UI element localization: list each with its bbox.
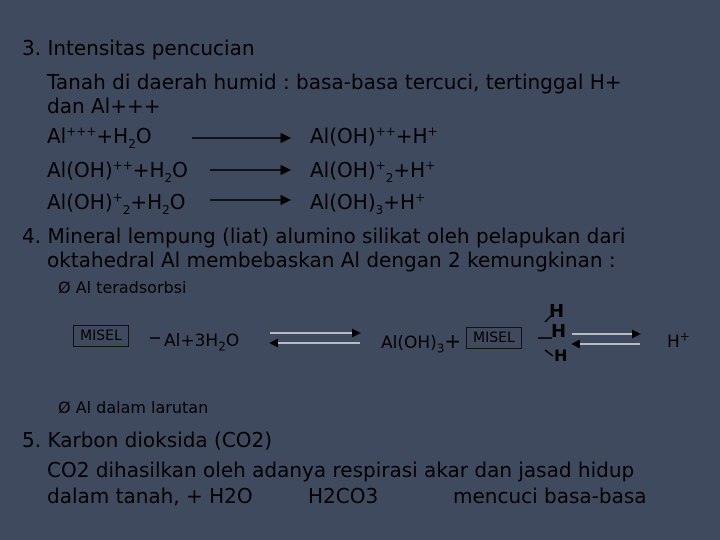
sub-bullet-1-label: Al teradsorbsi — [75, 278, 187, 297]
item-5-line-2c: mencuci basa-basa — [453, 484, 647, 508]
h-top-bond — [545, 316, 551, 322]
reaction-1-right: Al(OH)+++H+ — [310, 124, 438, 148]
misel-box-right: MISEL — [466, 327, 522, 349]
h-bottom: H — [554, 346, 568, 365]
item-3-title: Intensitas pencucian — [47, 36, 255, 60]
item-4-text: Mineral lempung (liat) alumino silikat oleh pelapukan dari — [47, 224, 626, 248]
item-5-line-1: CO2 dihasilkan oleh adanya respirasi akar dan jasad hidup — [47, 458, 635, 482]
sub-bullet-2-label: Al dalam larutan — [75, 398, 209, 417]
item-5-title: Karbon dioksida (CO2) — [47, 428, 273, 452]
reaction-3-left: $Al(OH)^+_2+H_2O$ — [47, 190, 186, 217]
item-5-line-2b: H2CO3 — [308, 484, 379, 508]
item-3-line-2: dan Al+++ — [47, 94, 161, 118]
misel-box-left: MISEL — [73, 325, 129, 347]
arrow-bullet-icon: Ø — [58, 278, 71, 297]
item-3-line-1: Tanah di daerah humid : basa-basa tercuci, tertinggal H+ — [47, 70, 622, 94]
h-middle: H — [551, 321, 567, 342]
reaction-1-left: $Al^{+++}+H_2O$ — [47, 124, 152, 151]
h-bottom-bond — [545, 350, 553, 356]
item-5-number: 5. — [22, 428, 42, 452]
reaction-3-right: $Al(OH)_3+H^+$ — [310, 190, 426, 217]
item-5-line-2a: dalam tanah, + H2O — [47, 484, 253, 508]
h-top: H — [549, 301, 565, 322]
reaction-2-left: $Al(OH)^{++}+H_2O$ — [47, 158, 188, 185]
diagram-al-h2o: $Al+3H_2O$ — [164, 331, 240, 354]
arrow-bullet-icon: Ø — [58, 398, 71, 417]
diagram-product: $Al(OH)_3+$ — [381, 329, 462, 356]
item-3-number: 3. — [22, 36, 42, 60]
item-4-number: 4. — [22, 224, 42, 248]
reaction-2-right: $Al(OH)^+_2+H^+$ — [310, 158, 436, 185]
h-plus: H+ — [667, 329, 690, 352]
item-4-line-2: oktahedral Al membebaskan Al dengan 2 kemungkinan : — [47, 248, 616, 272]
